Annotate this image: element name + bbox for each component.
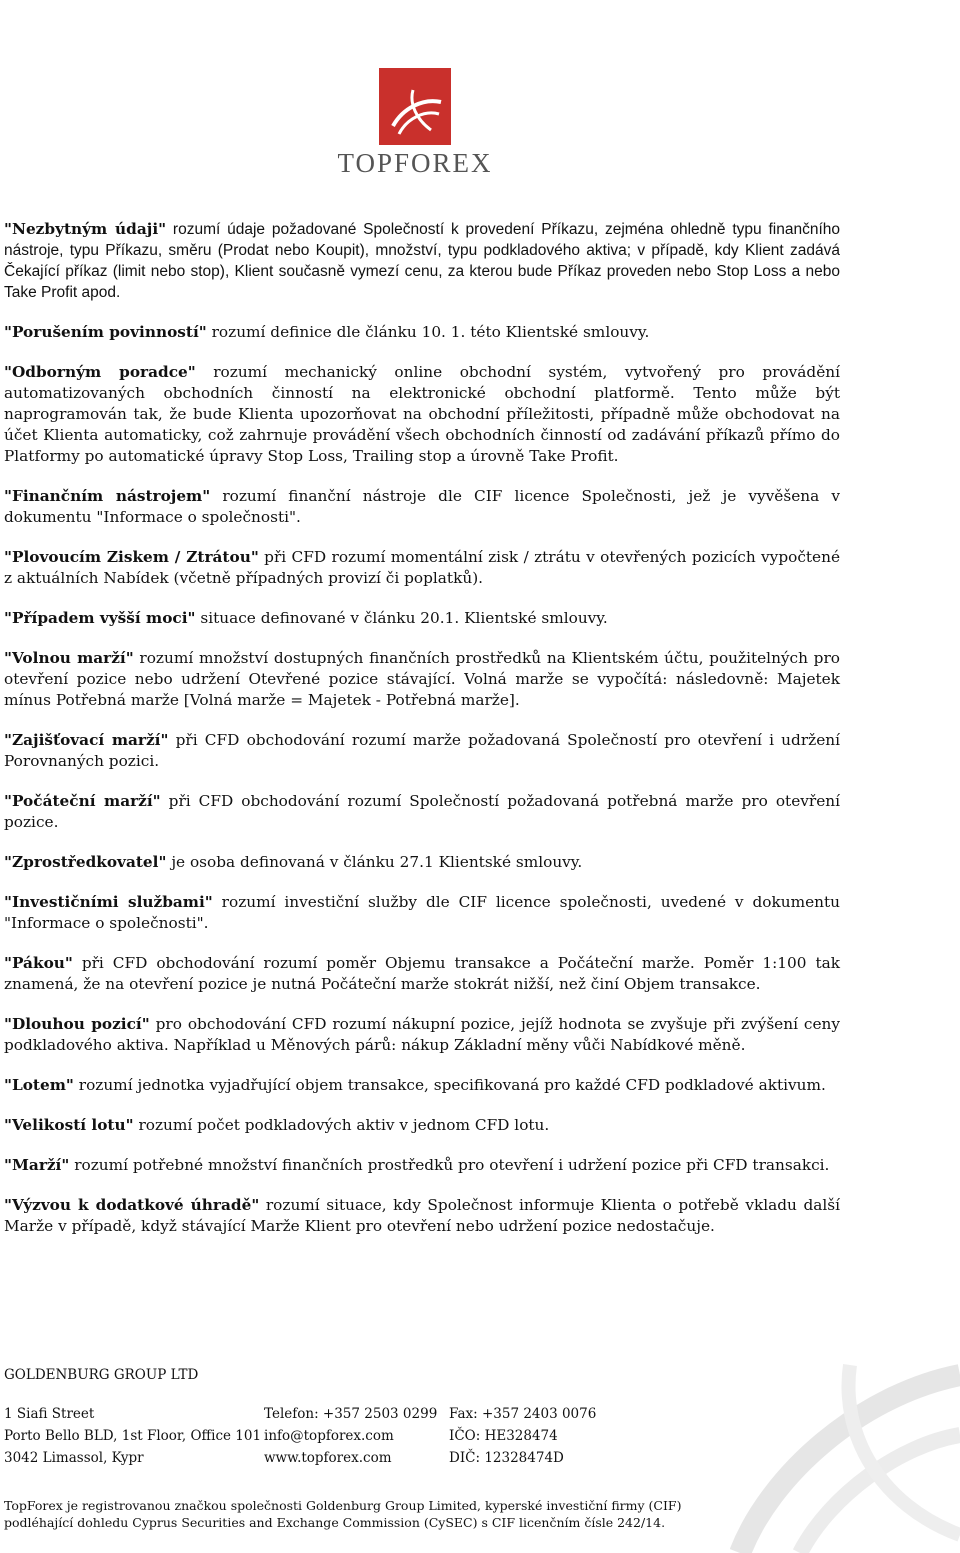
fax-text: Fax: +357 2403 0076 <box>449 1406 597 1422</box>
definition-item <box>4 608 840 629</box>
definition-term: "Zajišťovací marží" <box>4 731 169 749</box>
definition-term: "Plovoucím Ziskem / Ztrátou" <box>4 548 259 566</box>
company-logo <box>320 68 510 178</box>
address-line: Porto Bello BLD, 1st Floor, Office 101 <box>4 1428 262 1444</box>
definition-term: "Pákou" <box>4 954 73 972</box>
definition-term: "Marží" <box>4 1156 70 1174</box>
definition-term: "Nezbytným údaji" <box>4 220 167 238</box>
definition-text: rozumí údaje požadované Společností k provedení Příkazu, zejména ohledně typu finančního nástroje, typu Příkazu, směru (Prodat nebo Koupit), množství, typu podkladového aktiva; v případě, kdy Klient zadává Čekající příkaz (limit nebo stop), Klient současně vymezí cenu, za kterou bude Příkaz proveden nebo Stop Loss a nebo Take Profit apod. <box>4 221 840 301</box>
definition-text: při CFD obchodování rozumí poměr Objemu transakce a Počáteční marže. Poměr 1:100 tak znamená, že na otevření pozice je nutná Počáteční marže stokrát nižší, než činí Objem transakce. <box>4 954 840 993</box>
definition-text: rozumí jednotka vyjadřující objem transakce, specifikovaná pro každé CFD podkladové aktivum. <box>73 1076 826 1094</box>
definition-text: rozumí situace, kdy Společnost informuje Klienta o potřebě vkladu další Marže v případě, když stávající Marže Klient pro otevření nebo udržení pozice nedostačuje. <box>4 1196 840 1235</box>
footer-ids <box>449 1403 596 1469</box>
definition-term: "Investičními službami" <box>4 893 213 911</box>
definition-term: "Porušením povinností" <box>4 323 207 341</box>
definition-term: "Dlouhou pozicí" <box>4 1015 150 1033</box>
definition-text: rozumí investiční služby dle CIF licence společnosti, uvedené v dokumentu "Informace o společnosti". <box>4 893 840 932</box>
definition-text: je osoba definovaná v článku 27.1 Klientské smlouvy. <box>166 853 583 871</box>
legal-notice: TopForex je registrovanou značkou společnosti Goldenburg Group Limited, kyperské investiční firmy (CIF) podléhající dohledu Cyprus Securities and Exchange Commission (CySEC) s CIF licenčním čísle 242/14. <box>4 1498 682 1530</box>
phone-text: Telefon: +357 2503 0299 <box>264 1406 438 1422</box>
watermark-swoosh-icon <box>730 1335 960 1553</box>
definition-item <box>4 852 840 873</box>
definition-item <box>4 1195 840 1237</box>
definition-item <box>4 322 840 343</box>
definition-term: "Zprostředkovatel" <box>4 853 167 871</box>
definition-term: "Odborným poradce" <box>4 363 196 381</box>
website-link[interactable]: www.topforex.com <box>264 1450 392 1466</box>
definition-text: rozumí množství dostupných finančních prostředků na Klientském účtu, použitelných pro otevření pozice nebo udržení Otevřené pozice stávající. Volná marže se vypočítá: následovně: Majetek mínus Potřebná marže [Volná marže = Majetek - Potřebná marže]. <box>4 649 840 709</box>
definition-item <box>4 219 840 303</box>
definition-item <box>4 362 840 467</box>
definition-text: při CFD rozumí momentální zisk / ztrátu v otevřených pozicích vypočtené z aktuálních Nabídek (včetně případných provizí či poplatků). <box>4 548 841 587</box>
definition-text: rozumí mechanický online obchodní systém, vytvořený pro provádění automatizovaných obchodních činností na elektronické obchodní platformě. Tento může být naprogramován tak, že bude Klienta upozorňovat na obchodní příležitosti, případně může obchodovat na účet Klienta automaticky, což zahrnuje provádění všech obchodních činností od zadávání příkazů přímo do Platformy po automatické úpravy Stop Loss, Trailing stop a úrovně Take Profit. <box>4 363 840 465</box>
definition-text: při CFD obchodování rozumí marže požadovaná Společností pro otevření i udržení Porovnaných pozici. <box>4 731 840 770</box>
definition-item <box>4 648 840 711</box>
definition-text: rozumí počet podkladových aktiv v jednom CFD lotu. <box>133 1116 550 1134</box>
footer-company: GOLDENBURG GROUP LTD <box>4 1367 199 1383</box>
definition-item <box>4 486 840 528</box>
definition-term: "Počáteční marží" <box>4 792 161 810</box>
definition-item <box>4 1155 840 1176</box>
address-line: 1 Siafi Street <box>4 1406 95 1422</box>
definition-text: při CFD obchodování rozumí Společností požadovaná potřebná marže pro otevření pozice. <box>4 792 840 831</box>
definition-text: pro obchodování CFD rozumí nákupní pozice, jejíž hodnota se zvyšuje při zvýšení ceny podkladového aktiva. Například u Měnových párů: nákup Základní měny vůči Nabídkové měně. <box>4 1015 840 1054</box>
definition-term: "Velikostí lotu" <box>4 1116 134 1134</box>
definition-item <box>4 892 840 934</box>
definition-item <box>4 791 840 833</box>
topforex-logo-icon <box>379 68 451 145</box>
definition-term: "Finančním nástrojem" <box>4 487 211 505</box>
definitions-list <box>4 219 840 1256</box>
definition-item <box>4 1014 840 1056</box>
definition-term: "Volnou marží" <box>4 649 134 667</box>
definition-item <box>4 730 840 772</box>
definition-term: "Výzvou k dodatkové úhradě" <box>4 1196 260 1214</box>
ico-text: IČO: HE328474 <box>449 1428 558 1444</box>
definition-text: situace definované v článku 20.1. Klientské smlouvy. <box>195 609 608 627</box>
definition-text: rozumí potřebné množství finančních prostředků pro otevření i udržení pozice při CFD transakci. <box>69 1156 830 1174</box>
definition-text: rozumí finanční nástroje dle CIF licence Společnosti, jež je vyvěšena v dokumentu "Informace o společnosti". <box>4 487 840 526</box>
definition-item <box>4 1115 840 1136</box>
logo-wordmark: TOPFOREX <box>337 148 493 178</box>
dic-text: DIČ: 12328474D <box>449 1450 564 1466</box>
definition-text: rozumí definice dle článku 10. 1. této Klientské smlouvy. <box>206 323 650 341</box>
definition-item <box>4 1075 840 1096</box>
email-link[interactable]: info@topforex.com <box>264 1428 394 1444</box>
definition-item <box>4 547 840 589</box>
address-line: 3042 Limassol, Kypr <box>4 1450 144 1466</box>
definition-item <box>4 953 840 995</box>
footer-address <box>4 1403 261 1469</box>
definition-term: "Případem vyšší moci" <box>4 609 196 627</box>
footer-contact <box>264 1403 437 1469</box>
definition-term: "Lotem" <box>4 1076 74 1094</box>
